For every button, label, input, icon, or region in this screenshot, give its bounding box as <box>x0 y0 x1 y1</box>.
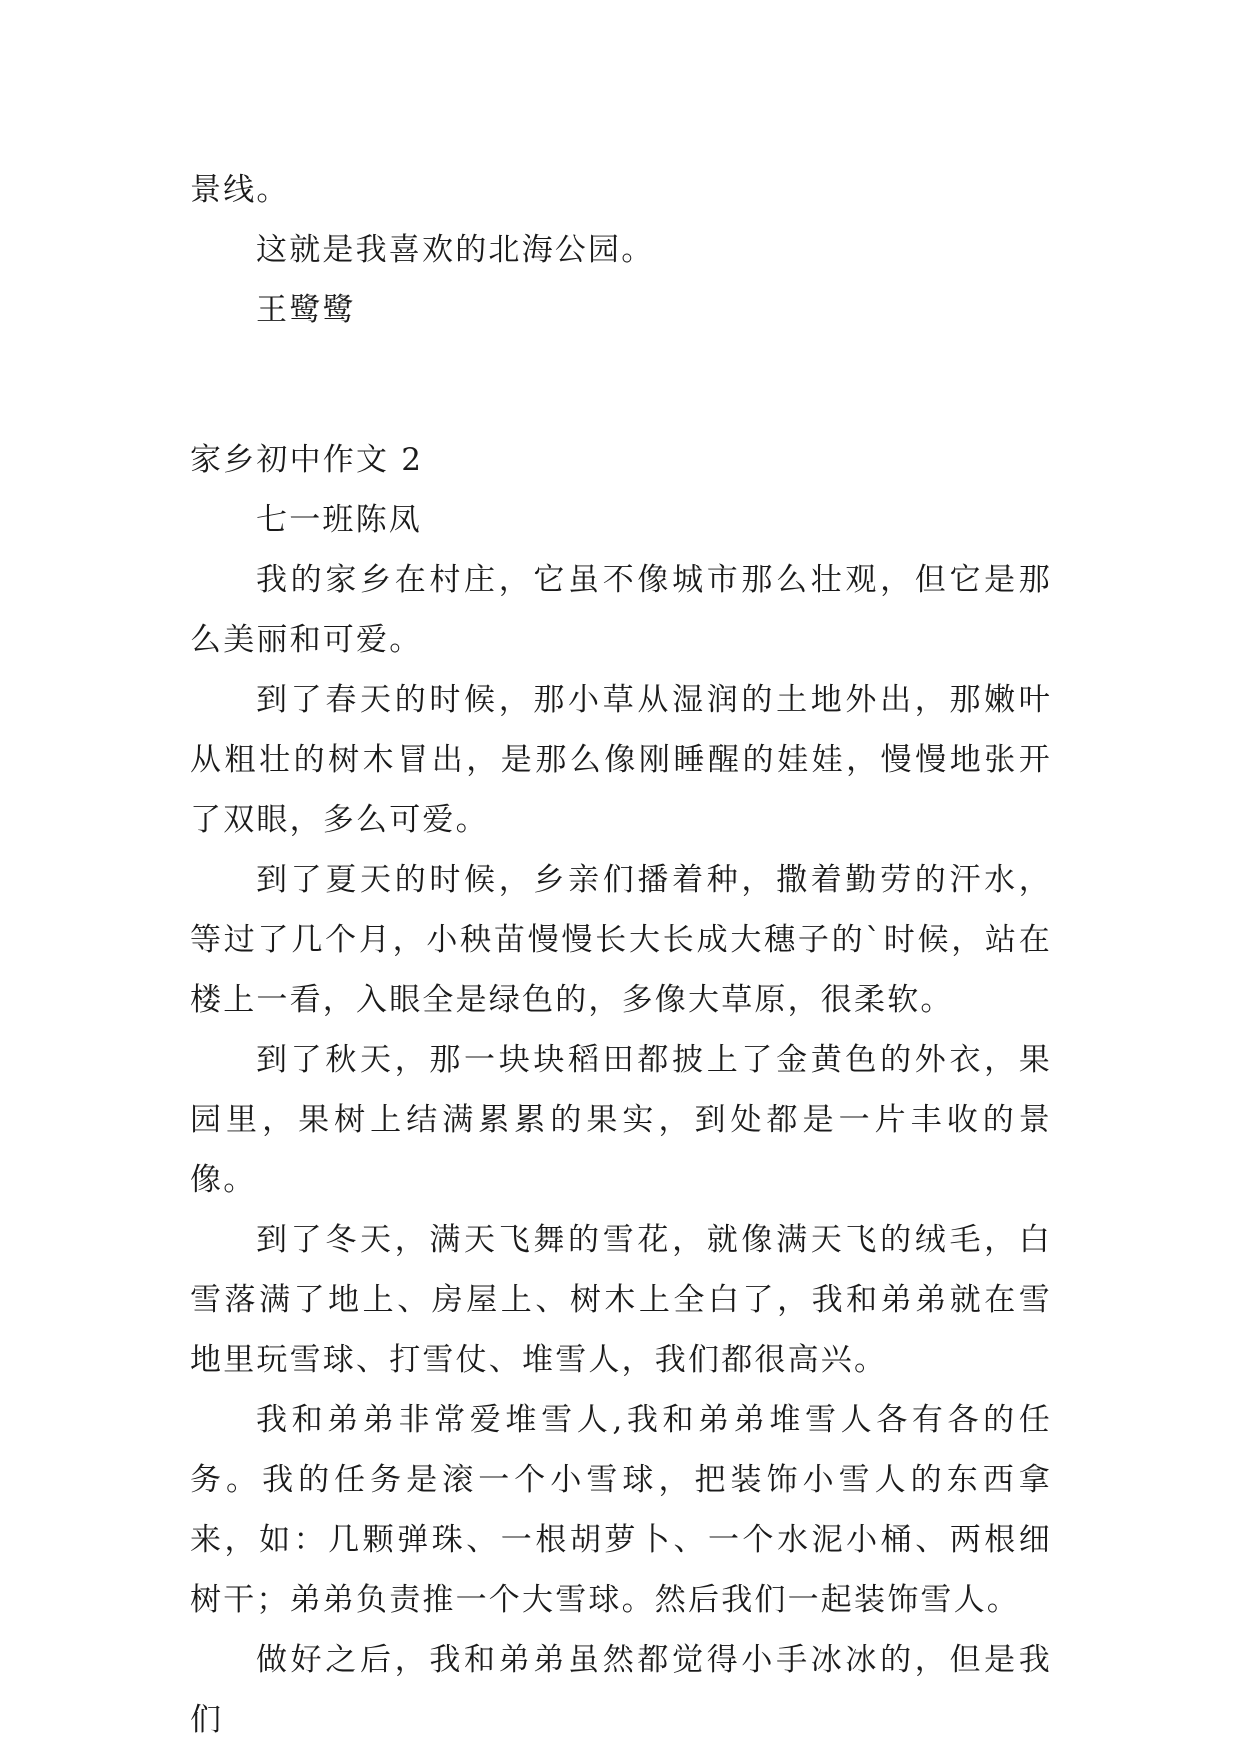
paragraph: 到了春天的时候，那小草从湿润的土地外出，那嫩叶从粗壮的树木冒出，是那么像刚睡醒的娃娃，慢慢地张开了双眼，多么可爱。 <box>190 682 1052 838</box>
paragraph: 做好之后，我和弟弟虽然都觉得小手冰冰的，但是我们 <box>190 1642 1052 1738</box>
paragraph: 到了秋天，那一块块稻田都披上了金黄色的外衣，果园里，果树上结满累累的果实，到处都是一片丰收的景像。 <box>190 1042 1052 1198</box>
continuation-text: 景线。 <box>190 172 290 208</box>
section-gap <box>190 340 1052 430</box>
paragraph: 到了冬天，满天飞舞的雪花，就像满天飞的绒毛，白雪落满了地上、房屋上、树木上全白了，我和弟弟就在雪地里玩雪球、打雪仗、堆雪人，我们都很高兴。 <box>190 1222 1052 1378</box>
paragraph: 到了夏天的时候，乡亲们播着种，撒着勤劳的汗水，等过了几个月，小秧苗慢慢长大长成大穗子的`时候，站在楼上一看，入眼全是绿色的，多像大草原，很柔软。 <box>190 862 1052 1018</box>
closing-sentence: 这就是我喜欢的北海公园。 <box>256 232 655 268</box>
paragraph: 我和弟弟非常爱堆雪人,我和弟弟堆雪人各有各的任务。我的任务是滚一个小雪球，把装饰小雪人的东西拿来，如：几颗弹珠、一根胡萝卜、一个水泥小桶、两根细树干；弟弟负责推一个大雪球。然后我们一起装饰雪人。 <box>190 1402 1052 1618</box>
essay-title: 家乡初中作文 2 <box>190 442 424 478</box>
paragraph: 我的家乡在村庄，它虽不像城市那么壮观，但它是那么美丽和可爱。 <box>190 562 1052 658</box>
author-name: 王鹭鹭 <box>256 292 356 328</box>
document-body <box>190 160 1052 1750</box>
class-author: 七一班陈凤 <box>256 502 422 538</box>
